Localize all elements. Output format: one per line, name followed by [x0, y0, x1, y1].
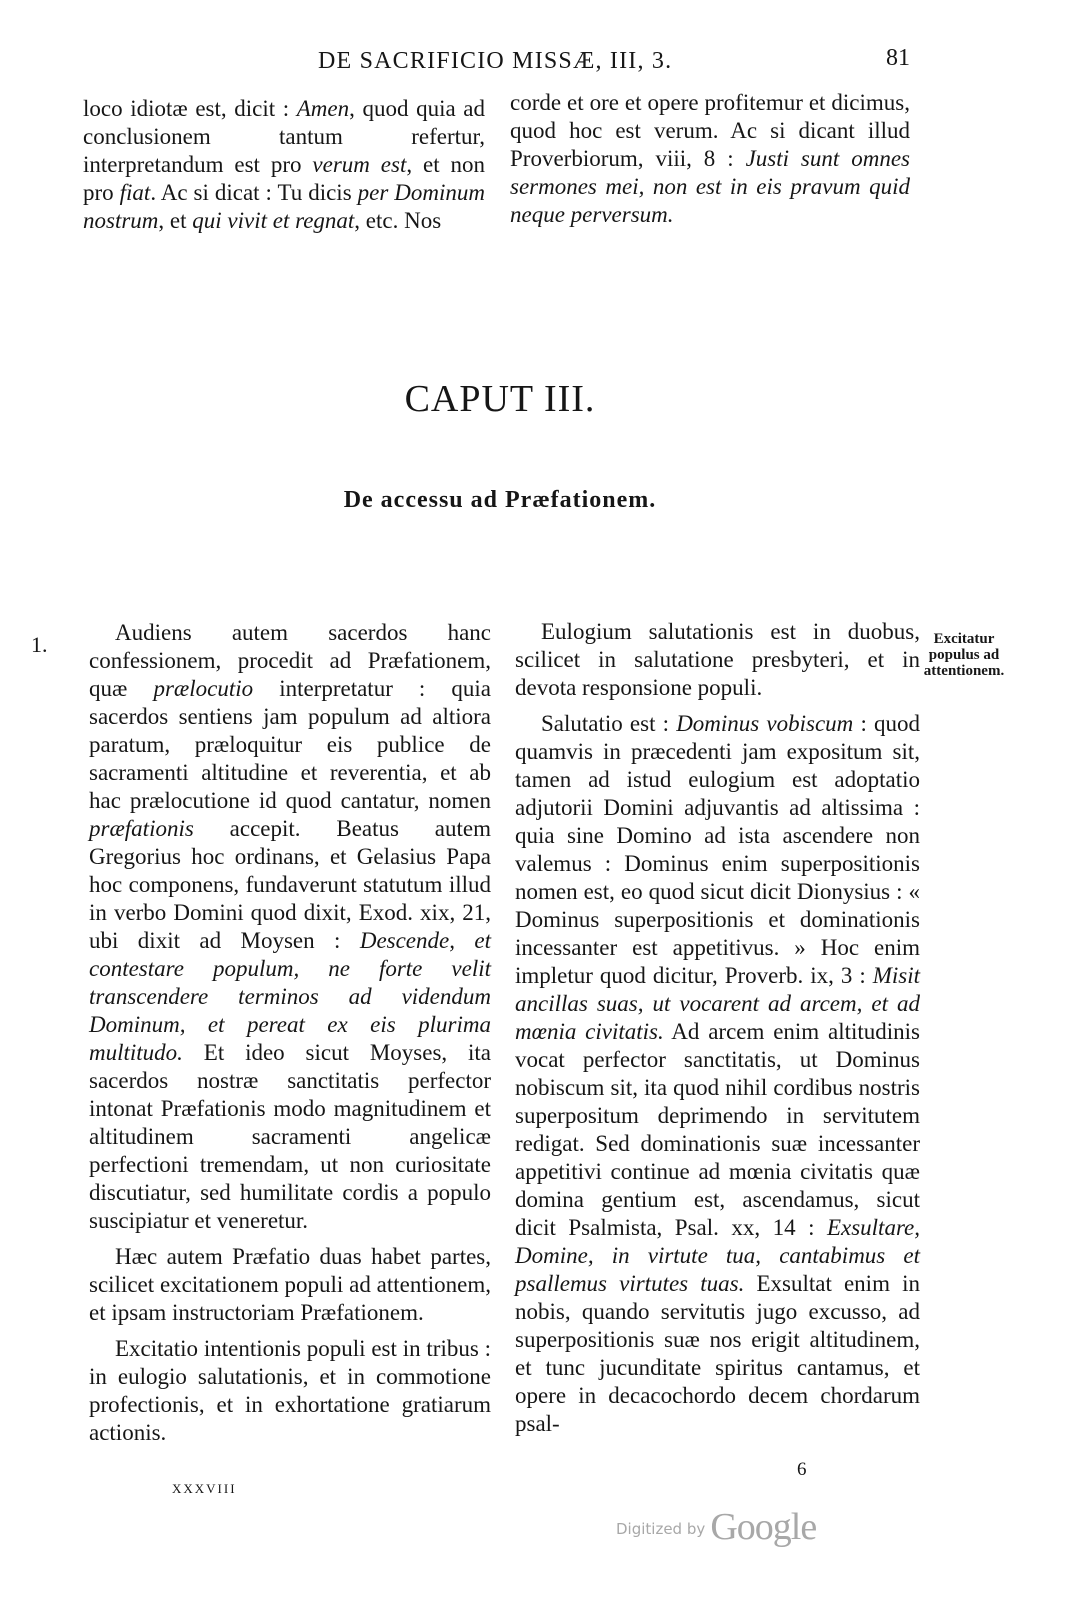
left-body-paragraph-1: Audiens autem sacerdos hanc confessionem, procedit ad Præfationem, quæ prælocutio interpretatur : quia sacerdos sentiens jam populum ad altiora paratum, præloquitur eis publice de sacramenti altitudine et reverentia, et ab hac prælocutione id quod cantatur, nomen præfationis accepit. Beatus autem Gregorius hoc ordinans, et Gelasius Papa hoc componens, fundaverunt statutum illud in verbo Domini quod dixit, Exod. xix, 21, ubi dixit ad Moysen : Descende, et contestare populum, ne forte velit transcendere terminos ad videndum Dominum, et pereat ex eis plurima multitudo. Et ideo sicut Moyses, ita sacerdos nostræ sanctitatis perfector intonat Præfationis modo magnitudinem et altitudinem sacramenti angelicæ perfectioni tremendam, ut non curiositate discutiatur, sed humilitate cordis a populo suscipiatur et veneretur. — [89, 620, 492, 1233]
digitized-watermark — [616, 1505, 816, 1549]
top-right-column — [510, 89, 910, 229]
left-body-paragraph-3: Excitatio intentionis populi est in tribus : in eulogio salutationis, et in commotione profectionis, et in exhortatione gratiarum actionis. — [89, 1336, 491, 1445]
watermark-prefix: Digitized by — [616, 1520, 706, 1538]
margin-note: Excitatur populus ad attentionem. — [923, 631, 1005, 679]
top-left-paragraph: loco idiotæ est, dicit : Amen, quod quia ad conclusionem tantum refertur, interpretandum est pro verum est, et non pro fiat. Ac si dicat : Tu dicis per Dominum nostrum, et qui vivit et regnat, etc. Nos — [83, 96, 486, 233]
left-body-paragraph-2: Hæc autem Præfatio duas habet partes, scilicet excitationem populi ad attentionem, et ipsam instructoriam Præfationem. — [89, 1244, 491, 1325]
running-title: DE SACRIFICIO MISSÆ, III, 3. — [318, 48, 673, 74]
chapter-title: CAPUT III. — [404, 378, 596, 420]
top-right-paragraph: corde et ore et opere profitemur et dicimus, quod hoc est verum. Ac si dicant illud Proverbiorum, viii, 8 : Justi sunt omnes sermones mei, non est in eis pravum quid neque perversum. — [510, 90, 910, 227]
footer-page-label: 6 — [797, 1459, 807, 1480]
left-body-column — [89, 619, 491, 1447]
section-title: De accessu ad Præfationem. — [343, 487, 657, 513]
section-number: 1. — [31, 632, 48, 657]
top-left-column — [83, 95, 485, 235]
right-body-paragraph-2: Salutatio est : Dominus vobiscum : quod quamvis in præcedenti jam expositum sit, tamen ad istud eulogium est adoptatio adjutorii Domini adjuvantis ad altissima : quia sine Domino ad ista ascendere non valemus : Dominus enim superpositionis nomen est, eo quod sicut dicit Dionysius : « Dominus superpositionis et dominationis incessanter est appetitivus. » Hoc enim impletur quod dicitur, Proverb. ix, 3 : Misit ancillas suas, ut vocarent ad arcem, et ad mœnia civitatis. Ad arcem enim altitudinis vocat perfector sanctitatis, ut Dominus nobiscum sit, ita quod nihil cordibus nostris superpositum deprimendo in servitutem redigat. Sed dominationis suæ incessanter appetitivi continue ad mœnia civitatis quæ domina gentium est, ascendamus, sicut dicit Psalmista, Psal. xx, 14 : Exsultare, Domine, in virtute tua, cantabimus et psallemus virtutes tuas. Exsultat enim in nobis, quando servitutis jugo excusso, ad superpositionis suæ nos erigit altitudinem, et tunc jucunditate spiritus cantamus, et opere in decacochordo decem chordarum psal- — [515, 711, 920, 1436]
right-body-column — [515, 618, 920, 1438]
google-logo: Google — [710, 1506, 817, 1548]
signature-mark: XXXVIII — [172, 1481, 237, 1496]
right-body-paragraph-1: Eulogium salutationis est in duobus, scilicet in salutatione presbyteri, et in devota responsione populi. — [515, 619, 920, 700]
page-number: 81 — [886, 45, 910, 71]
